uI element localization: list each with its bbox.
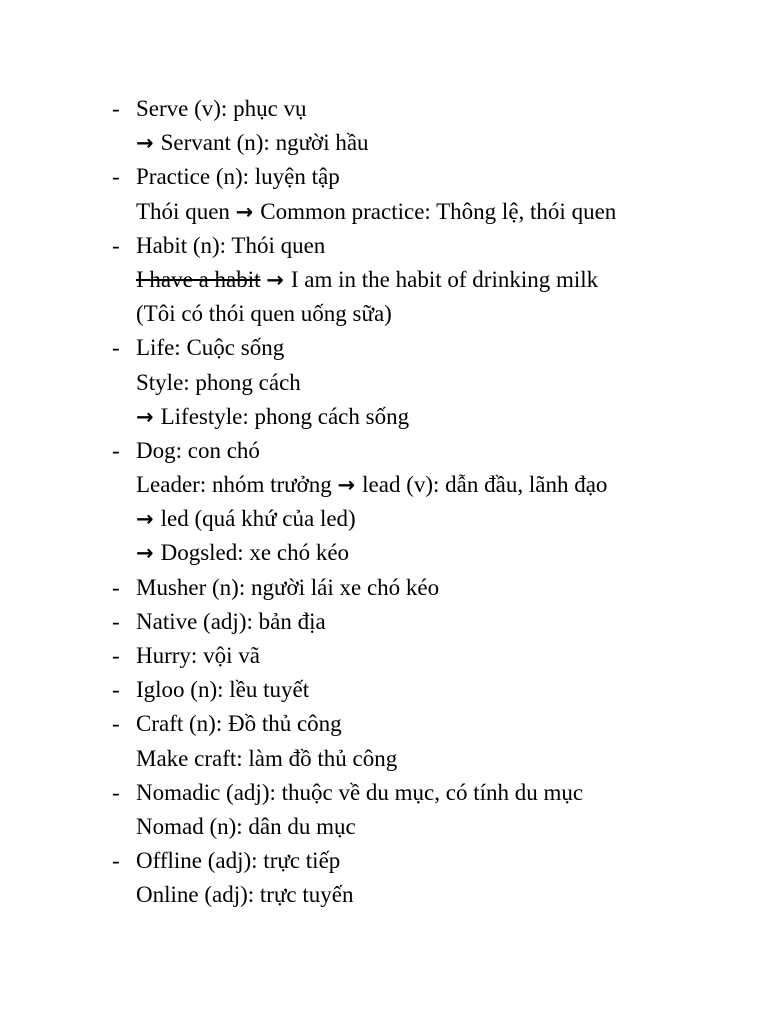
- offline-line: [0, 844, 768, 878]
- make-craft-entry: Make craft: làm đồ thủ công: [136, 745, 398, 771]
- leader-entry: Leader: nhóm trưởng: [136, 472, 332, 498]
- life-line: [0, 331, 768, 365]
- musher-entry: Musher (n): người lái xe chó kéo: [136, 574, 440, 600]
- offline-entry: Offline (adj): trực tiếp: [136, 848, 341, 874]
- habit-translation-line: [0, 297, 768, 331]
- bullet-dash: -: [112, 711, 120, 737]
- practice-entry: Practice (n): luyện tập: [136, 164, 340, 190]
- musher-line: [0, 571, 768, 605]
- bullet-dash: -: [112, 643, 120, 668]
- common-practice-entry: Common practice: Thông lệ, thói quen: [260, 198, 617, 224]
- bullet-dash: -: [112, 232, 120, 258]
- serve-entry: Serve (v): phục vụ: [136, 96, 307, 121]
- arrow-right-icon: →: [136, 541, 154, 566]
- practice-line: [0, 160, 768, 194]
- bullet-dash: -: [112, 96, 120, 121]
- habit-line: [0, 229, 768, 263]
- habit-example-line: [0, 263, 768, 297]
- igloo-entry: Igloo (n): lều tuyết: [136, 677, 310, 703]
- bullet-dash: -: [112, 848, 120, 874]
- led-line: [0, 502, 768, 536]
- arrow-right-icon: →: [235, 199, 254, 224]
- online-line: [0, 878, 768, 912]
- make-craft-line: [0, 742, 768, 776]
- style-line: [0, 366, 768, 400]
- dog-entry: Dog: con chó: [136, 437, 260, 463]
- serve-line: [0, 92, 768, 126]
- nomadic-line: [0, 776, 768, 810]
- bullet-dash: -: [112, 164, 120, 190]
- led-entry: led (quá khứ của led): [160, 506, 356, 532]
- arrow-right-icon: →: [337, 473, 356, 498]
- leader-line: [0, 468, 768, 502]
- arrow-right-icon: →: [136, 131, 154, 156]
- nomadic-entry: Nomadic (adj): thuộc về du mục, có tính du mục: [136, 779, 584, 805]
- hurry-entry: Hurry: vội vã: [136, 643, 260, 668]
- dogsled-entry: Dogsled: xe chó kéo: [160, 540, 350, 566]
- native-line: [0, 605, 768, 639]
- craft-entry: Craft (n): Đồ thủ công: [136, 711, 342, 737]
- lifestyle-line: [0, 400, 768, 434]
- lifestyle-entry: Lifestyle: phong cách sống: [160, 403, 410, 429]
- arrow-right-icon: →: [266, 267, 284, 292]
- vocabulary-notes-page: [0, 92, 768, 913]
- igloo-line: [0, 673, 768, 707]
- common-practice-line: [0, 195, 768, 229]
- bullet-dash: -: [112, 608, 120, 634]
- correct-habit-phrase: I am in the habit of drinking milk: [290, 266, 599, 292]
- nomad-entry: Nomad (n): dân du mục: [136, 813, 356, 839]
- craft-line: [0, 707, 768, 741]
- servant-line: [0, 126, 768, 160]
- bullet-dash: -: [112, 677, 120, 703]
- bullet-dash: -: [112, 779, 120, 805]
- bullet-dash: -: [112, 335, 120, 361]
- style-entry: Style: phong cách: [136, 369, 301, 395]
- habit-entry: Habit (n): Thói quen: [136, 232, 326, 258]
- wrong-habit-phrase: I have a habit: [136, 266, 261, 292]
- arrow-right-icon: →: [136, 507, 154, 532]
- hurry-line: [0, 639, 768, 673]
- habit-translation: Thói quen: [136, 198, 230, 224]
- native-entry: Native (adj): bản địa: [136, 608, 326, 634]
- habit-translation-sentence: (Tôi có thói quen uống sữa): [136, 301, 392, 327]
- dog-line: [0, 434, 768, 468]
- dogsled-line: [0, 536, 768, 570]
- servant-entry: Servant (n): người hầu: [160, 130, 369, 156]
- arrow-right-icon: →: [136, 404, 154, 429]
- lead-entry: lead (v): dẫn đầu, lãnh đạo: [362, 472, 608, 498]
- nomad-line: [0, 810, 768, 844]
- bullet-dash: -: [112, 574, 120, 600]
- life-entry: Life: Cuộc sống: [136, 335, 285, 361]
- bullet-dash: -: [112, 437, 120, 463]
- online-entry: Online (adj): trực tuyến: [136, 882, 354, 908]
